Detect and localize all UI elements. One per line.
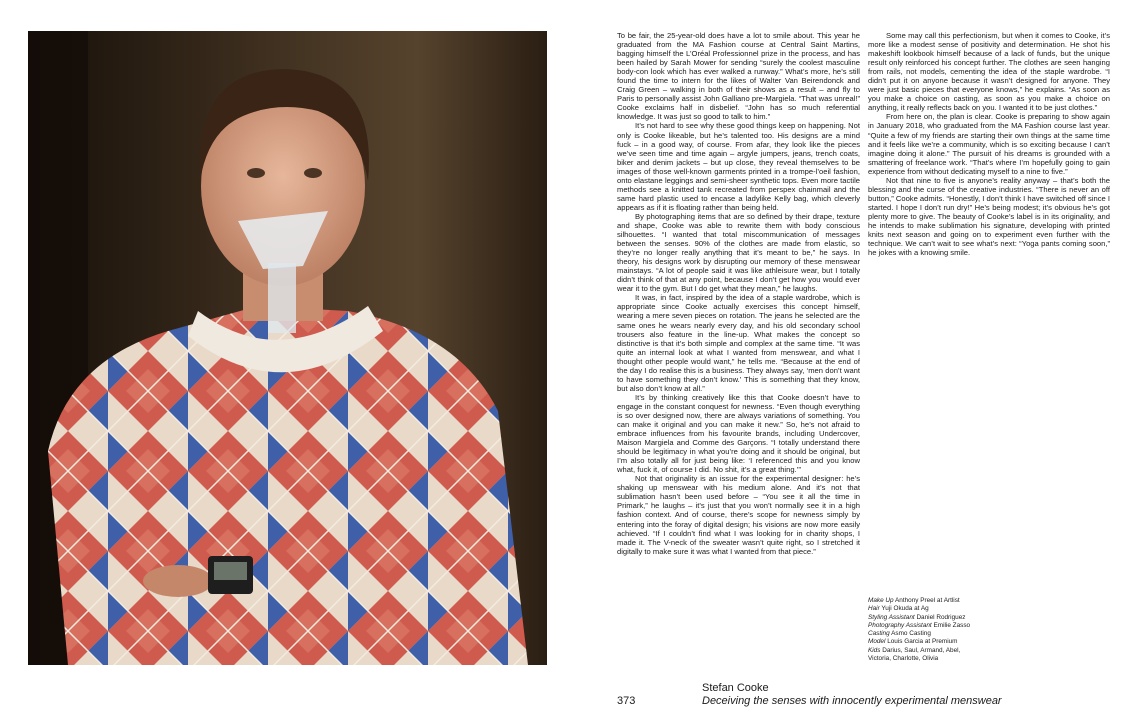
paragraph: Not that nine to five is anyone’s reality anyway – that’s both the blessing and the curse of the creative industries. “There is never an off button,” Cooke admits. “Honestly, I don’t think I have switched off since I started. I hope I don’t run dry!” He’s being modest; it’s obvious he’s got plenty more to give. The beauty of Cooke’s label is in its originality, and he intends to make sublimation his signature, developing with printed knits next season and going on to experiment even further with the technique. We can’t wait to see what’s next: “Yoga pants coming soon,” he jokes with a knowing smile. (868, 175, 1110, 258)
article-column-2 (868, 31, 1110, 257)
credit-line: Styling Assistant Daniel Rodriguez (868, 613, 966, 621)
footer-title: Stefan Cooke (702, 682, 769, 694)
paragraph: It was, in fact, inspired by the idea of a staple wardrobe, which is appropriate since Cooke actually exercises this concept himself, wearing a mere seven pieces on rotation. The jeans he selected are the same ones he wears nearly every day, and his old secondary school trousers also feature in the line-up. What makes the concept so distinctive is that it’s both simple and complex at the same time. “It was quite an internal look at what I wanted from menswear, and what I thought other people would want,” he tells me. “Because at the end of the day I do realise this is a business. They always say, ‘men don’t want to have something they don’t know.’ This is something that they know, but also don’t know at all.” (617, 293, 860, 393)
credit-line: Photography Assistant Emilie Zasso (868, 621, 971, 629)
credit-line: Model Louis Garcia at Premium (868, 638, 958, 646)
paragraph: To be fair, the 25-year-old does have a lot to smile about. This year he graduated from the MA Fashion course at Central Saint Martins, bagging himself the L’Oréal Professionnel prize in the process, and has been hailed by Sarah Mower for sending “surely the coolest masculine body-con look which has ever walked a runway.” What’s more, he’s still found the time to intern for the likes of Walter Van Beirendonck and Craig Green – walking in both of their shows as a result – and fly to Paris to personally assist John Galliano pre-Margiela. “That was unreal!” Cooke exclaims half in disbelief. “John has so much referential knowledge. It was just so good to talk to him.” (617, 31, 860, 122)
credit-line: Kids Darius, Saul, Armand, Abel, (868, 646, 961, 654)
paragraph: By photographing items that are so defined by their drape, texture and shape, Cooke was able to rewrite them with body conscious silhouettes. “I wanted that total miscommunication of messages between the senses. 90% of the clothes are made from elastic, so they’re no longer really anything that it’s meant to be,” he says. In theory, his designs work by disrupting our memory of these menswear mainstays. “A lot of people said it was like athleisure wear, but I totally didn’t think of that at any point, because I don’t get how you would ever wear it to the gym. But I do get what they mean,” he laughs. (617, 211, 860, 294)
portrait-illustration (28, 31, 547, 665)
photo-credits (868, 597, 1008, 663)
credit-line: Victoria, Charlotte, Olivia (868, 655, 939, 663)
credit-line: Make Up Anthony Preel at Artlist (868, 597, 960, 604)
paragraph: It’s by thinking creatively like this that Cooke doesn’t have to engage in the constant conquest for newness. “Even though everything is so over designed now, there are always variations of something. You can make it original and you can make it new.” So, he’s not afraid to embrace influences from his favourite brands, including Undercover, Maison Margiela and Comme des Garçons. “I totally understand there should be legitimacy in what you’re doing and it should be original, but I’m also totally all for just being like: ‘I referenced this and you know what, fuck it, of course I did. No shit, it’s a great thing.’” (617, 392, 860, 475)
credit-line: Casting Asmo Casting (868, 630, 931, 638)
footer-subtitle: Deceiving the senses with innocently experimental menswear (702, 695, 1002, 707)
paragraph: It’s not hard to see why these good things keep on happening. Not only is Cooke likeable, but he’s talented too. His designs are a mind fuck – in a good way, of course. From afar, they look like the pieces we’ve seen time and time again – argyle jumpers, jeans, trench coats, biker and denim jackets – but up close, they reveal themselves to be images of those well-known garments printed in a trompe-l’oeil fashion, onto elastane leggings and semi-sheer synthetic tops. Even more tactile methods see a knitted tank recreated from perspex chainmail and the same hard plastic used to encase a ladylike Kelly bag, which cleverly appears as if it is floating rather than being held. (617, 121, 860, 212)
paragraph: Some may call this perfectionism, but when it comes to Cooke, it’s more like a modest sense of positivity and determination. He shot his makeshift lookbook himself because of a lack of funds, but the unique result only reinforced his concept further. The clothes are seen hanging from rails, not models, cementing the idea of the staple wardrobe. “I didn’t put it on anyone because it wasn’t designed for anyone. They were just basic pieces that everyone knows,” he explains. “As soon as you make a choice on casting, as soon as you make a choice on anything, it really reflects back on you. I wanted it to be just clothes.” (868, 31, 1110, 113)
editorial-photo (28, 31, 547, 665)
paragraph: Not that originality is an issue for the experimental designer: he’s shaking up menswear with his medium alone. And it’s not that sublimation hasn’t been used before – “You see it all the time in Primark,” he laughs – it’s just that you won’t normally see it in a high fashion context. And of course, there’s scope for newness simply by entering into the foray of digital design; his visions are now more easily achieved. “If I couldn’t find what I was looking for in charity shops, I made it. The V-neck of the sweater wasn’t quite right, so I stretched it digitally to make sure it was what I wanted from that piece.” (617, 474, 860, 556)
article-column-1 (617, 31, 860, 556)
page-number: 373 (617, 695, 636, 707)
credit-line: Hair Yuji Okuda at Ag (868, 605, 929, 613)
paragraph: From here on, the plan is clear. Cooke is preparing to show again in January 2018, who graduated from the MA Fashion course last year. “Quite a few of my friends are starting their own things at the same time and it feels like we’re a community, which is so exciting because I can’t imagine doing it alone.” The pursuit of his dreams is grounded with a smattering of freelance work. “That’s where I’m hopefully going to gain experience from without dedicating myself to a nine to five.” (868, 112, 1110, 176)
